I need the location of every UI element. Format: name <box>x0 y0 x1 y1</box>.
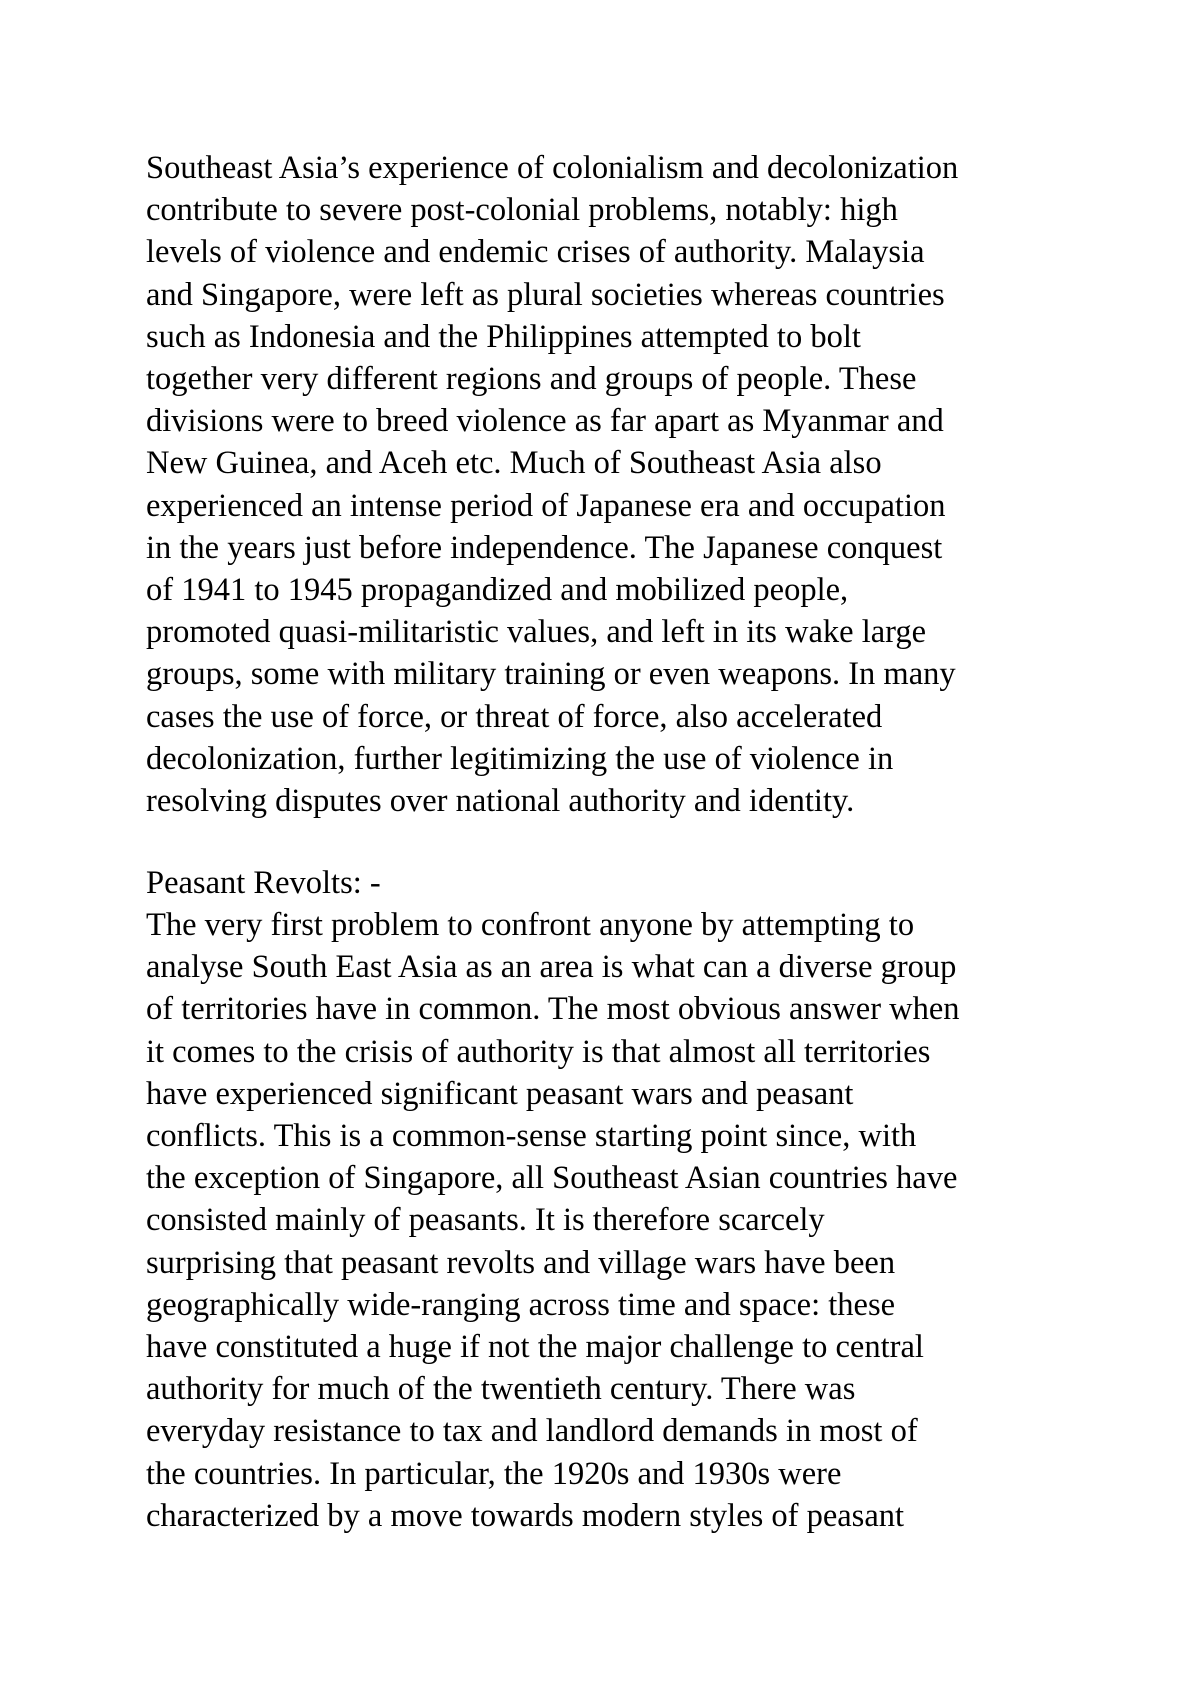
text-line: of territories have in common. The most obvious answer when <box>146 991 960 1028</box>
text-line: and Singapore, were left as plural societies whereas countries <box>146 276 945 313</box>
text-line: characterized by a move towards modern styles of peasant <box>146 1497 905 1534</box>
text-line: together very different regions and groups of people. These <box>146 361 917 398</box>
text-line: experienced an intense period of Japanese era and occupation <box>146 487 946 524</box>
text-line: consisted mainly of peasants. It is therefore scarcely <box>146 1202 825 1239</box>
text-line: divisions were to breed violence as far apart as Myanmar and <box>146 403 944 440</box>
text-line: analyse South East Asia as an area is what can a diverse group <box>146 949 957 986</box>
text-line: have constituted a huge if not the major challenge to central <box>146 1329 924 1366</box>
text-line: promoted quasi-militaristic values, and left in its wake large <box>146 614 927 651</box>
text-line: levels of violence and endemic crises of authority. Malaysia <box>146 234 925 271</box>
section-heading-text: Peasant Revolts: - <box>146 865 381 901</box>
intro-paragraph <box>146 147 1106 822</box>
text-line: it comes to the crisis of authority is that almost all territories <box>146 1033 931 1070</box>
text-line: conflicts. This is a common-sense starting point since, with <box>146 1118 917 1155</box>
text-line: groups, some with military training or even weapons. In many <box>146 656 956 693</box>
text-line: contribute to severe post-colonial problems, notably: high <box>146 192 898 229</box>
peasant-revolts-paragraph <box>146 904 1106 1537</box>
text-line: surprising that peasant revolts and village wars have been <box>146 1244 896 1281</box>
text-line: geographically wide-ranging across time and space: these <box>146 1286 896 1323</box>
text-line: of 1941 to 1945 propagandized and mobilized people, <box>146 572 849 609</box>
text-line: everyday resistance to tax and landlord demands in most of <box>146 1413 918 1450</box>
text-line: authority for much of the twentieth century. There was <box>146 1371 856 1408</box>
text-line: resolving disputes over national authority and identity. <box>146 783 855 820</box>
text-line: the exception of Singapore, all Southeast Asian countries have <box>146 1160 958 1197</box>
text-line: New Guinea, and Aceh etc. Much of Southeast Asia also <box>146 445 882 482</box>
text-line: have experienced significant peasant wars and peasant <box>146 1075 854 1112</box>
text-line: decolonization, further legitimizing the use of violence in <box>146 740 894 777</box>
section-heading <box>146 862 1106 904</box>
text-line: Southeast Asia’s experience of colonialism and decolonization <box>146 150 959 186</box>
text-line: the countries. In particular, the 1920s and 1930s were <box>146 1455 842 1492</box>
text-line: cases the use of force, or threat of force, also accelerated <box>146 698 883 735</box>
text-line: such as Indonesia and the Philippines attempted to bolt <box>146 318 861 355</box>
text-line: The very first problem to confront anyone by attempting to <box>146 907 915 943</box>
text-line: in the years just before independence. The Japanese conquest <box>146 529 943 566</box>
